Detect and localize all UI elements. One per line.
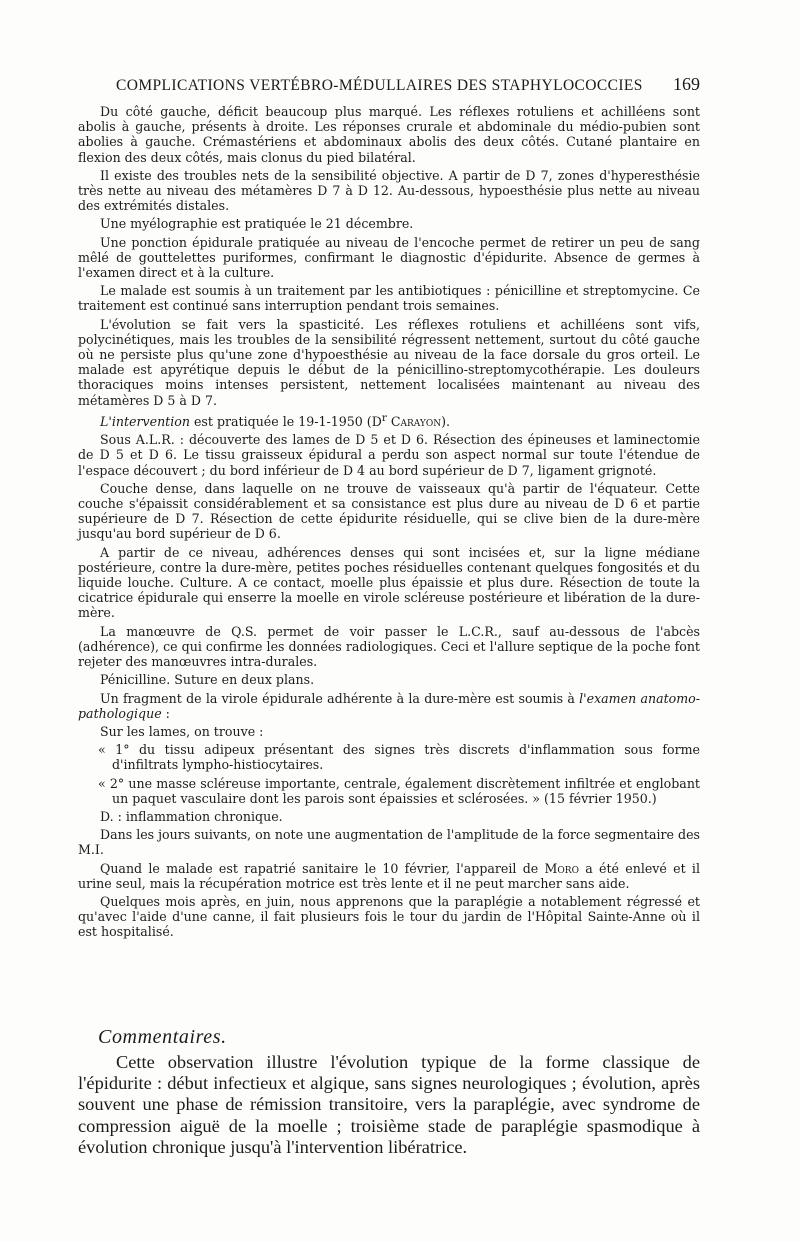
- moro-name: Moro: [544, 860, 579, 876]
- comments-paragraph: Cette observation illustre l'évolution typique de la forme classique de l'épidurite : début infectieux et algique, sans signes neurologiques ; évolution, après souvent une phase de rémission transitoire, vers la paraplégie, avec syndrome de compression aiguë de la moelle ; troisième stade de paraplégie spasmodique à évolution chronique jusqu'à l'intervention libératrice.: [78, 1052, 700, 1157]
- quote-item-2: « 2° une masse scléreuse importante, centrale, également discrètement infiltrée et englobant un paquet vasculaire dont les parois sont épaissies et sclérosées. » (15 février 1950.): [98, 775, 700, 806]
- paren-close: ).: [441, 414, 451, 430]
- doctor-superscript: r: [381, 411, 387, 424]
- paragraph-11: La manœuvre de Q.S. permet de voir passer le L.C.R., sauf au-dessous de l'abcès (adhérence), ce qui confirme les données radiologiques. Ceci et l'allure septique de la poche font rejeter des manœuvres intra-durales.: [78, 623, 700, 670]
- paragraph-12: Pénicilline. Suture en deux plans.: [100, 672, 315, 688]
- paragraph-4: Une ponction épidurale pratiquée au niveau de l'encoche permet de retirer un peu de sang mêlé de gouttelettes puriformes, confirmant le diagnostic d'épidurite. Absence de germes à l'examen direct et à la culture.: [78, 234, 700, 281]
- fragment-text: Un fragment de la virole épidurale adhérente à la dure-mère est soumis à: [100, 690, 580, 706]
- paragraph-14: Sur les lames, on trouve :: [100, 723, 264, 739]
- quote-item-1: « 1° du tissu adipeux présentant des signes très discrets d'inflammation sous forme d'infiltrats lympho-histiocytaires.: [98, 742, 700, 773]
- paragraph-5: Le malade est soumis à un traitement par les antibiotiques : pénicilline et streptomycine. Ce traitement est continué sans interruption pendant trois semaines.: [78, 283, 700, 314]
- paragraph-13: [78, 691, 700, 721]
- intervention-date: est pratiquée le 19-1-1950 (D: [189, 414, 382, 430]
- paragraph-1: Du côté gauche, déficit beaucoup plus marqué. Les réflexes rotuliens et achilléens sont abolis à gauche, présents à droite. Les réponses crurale et abdominale du médio-pubien sont abolies à gauche. Crémastériens et abdominaux abolis des deux côtés. Cutané plantaire en flexion des deux côtés, mais clonus du pied bilatéral.: [78, 104, 700, 165]
- comments-heading: Commentaires.: [98, 1026, 227, 1048]
- paragraph-9: Couche dense, dans laquelle on ne trouve de vaisseaux qu'à partir de l'équateur. Cette couche s'épaissit considérablement et sa consistance est plus dure au niveau de D 6 et partie supérieure de D 7. Résection de cette épidurite résiduelle, qui se clive bien de la dure-mère jusqu'au bord supérieur de D 6.: [78, 480, 700, 542]
- paragraph-18: Quelques mois après, en juin, nous apprenons que la paraplégie a notablement régressé et qu'avec l'aide d'une canne, il fait plusieurs fois le tour du jardin de l'Hôpital Sainte-Anne où il est hospitalisé.: [78, 893, 700, 940]
- comments-text: [78, 1052, 700, 1158]
- paragraph-7: [78, 411, 700, 429]
- paragraph-10: A partir de ce niveau, adhérences denses qui sont incisées et, sur la ligne médiane postérieure, contre la dure-mère, petites poches résiduelles contenant quelques fongosités et du liquide louche. Culture. A ce contact, moelle plus épaissie et plus dure. Résection de toute la cicatrice épidurale qui enserre la moelle en virole scléreuse postérieure et libération de la dure-mère.: [78, 544, 700, 621]
- repatriation-text: Quand le malade est rapatrié sanitaire le 10 février, l'appareil de: [100, 860, 545, 876]
- body-text: [78, 104, 700, 943]
- colon: :: [161, 705, 170, 721]
- paragraph-6: L'évolution se fait vers la spasticité. Les réflexes rotuliens et achilléens sont vifs, polycinétiques, mais les troubles de la sensibilité régressent nettement, surtout du côté gauche où ne persiste plus qu'une zone d'hypoesthésie au niveau de la face dorsale du gros orteil. Le malade est apyrétique depuis le début de la pénicillino-streptomycothérapie. Les douleurs thoraciques moins intenses persistent, nettement localisées maintenant au niveau des métamères D 5 à D 7.: [78, 316, 700, 408]
- paragraph-2: Il existe des troubles nets de la sensibilité objective. A partir de D 7, zones d'hyperesthésie très nette au niveau des métamères D 7 à D 12. Au-dessous, hypoesthésie plus nette au niveau des extrémités distales.: [78, 167, 700, 214]
- paragraph-15: D. : inflammation chronique.: [100, 808, 283, 824]
- pathology-exam-label: l'examen anatomo-pathologique: [78, 690, 700, 721]
- repatriation-text-end: a été enlevé et il urine seul, mais la récupération motrice est très lente et il ne peut marcher sans aide.: [78, 860, 700, 891]
- paragraph-16: Dans les jours suivants, on note une augmentation de l'amplitude de la force segmentaire des M.I.: [78, 827, 700, 858]
- intervention-label: L'intervention: [100, 414, 190, 430]
- paragraph-17: [78, 861, 700, 891]
- page-number: 169: [673, 74, 700, 94]
- running-title: COMPLICATIONS VERTÉBRO-MÉDULLAIRES DES STAPHYLOCOCCIES: [116, 77, 643, 94]
- surgeon-name: Carayon: [386, 414, 442, 430]
- paragraph-8: Sous A.L.R. : découverte des lames de D 5 et D 6. Résection des épineuses et laminectomie de D 5 et D 6. Le tissu graisseux épidural a perdu son aspect normal sur toute l'étendue de l'espace découvert ; du bord inférieur de D 4 au bord supérieur de D 7, ligament grignoté.: [78, 432, 700, 478]
- running-header: [116, 74, 700, 95]
- paragraph-3: Une myélographie est pratiquée le 21 décembre.: [100, 216, 414, 232]
